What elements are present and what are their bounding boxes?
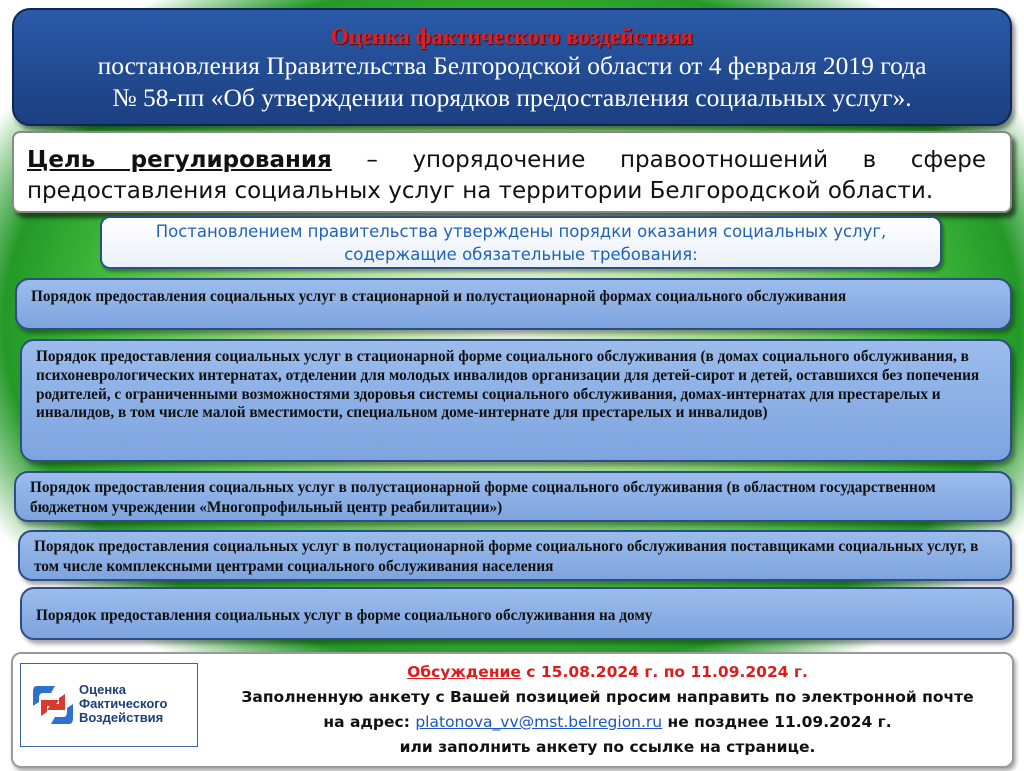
procedure-card-3: Порядок предоставления социальных услуг в полустационарной форме социального обслуживания (в областном государственном бюджетном учреждении «Многопрофильный центр реабилитации») <box>14 471 1012 522</box>
goal-text: – упорядочение правоотношений в сфере предоставления социальных услуг на территории Белгородской области. <box>27 147 987 204</box>
ofv-logo <box>20 663 198 747</box>
discussion-dates: с 15.08.2024 г. по 11.09.2024 г. <box>520 663 808 681</box>
procedure-card-4: Порядок предоставления социальных услуг в полустационарной форме социального обслуживания поставщиками социальных услуг, в том числе комплексными центрами социального обслуживания населения <box>18 530 1012 581</box>
address-prefix: на адрес: <box>323 713 410 731</box>
discussion-label: Обсуждение <box>407 663 521 681</box>
procedure-card-2: Порядок предоставления социальных услуг в стационарной форме социального обслуживания (в домах социального обслуживания, в психоневрологических интернатах, отделении для молодых инвалидов организации для детей-сирот и детей, оставшихся без попечения родителей, с ограниченными возможностями здоровья системы социального обслуживания, домах-интернатах для престарелых и инвалидов, в том числе малой вместимости, специальном доме-интернате для престарелых и инвалидов) <box>20 339 1012 462</box>
subtitle-line-2: содержащие обязательные требования: <box>344 245 698 264</box>
email-link[interactable]: platonova_vv@mst.belregion.ru <box>415 713 663 731</box>
logo-line-3: Воздействия <box>79 710 164 725</box>
discussion-box <box>11 652 1014 768</box>
procedure-card-5: Порядок предоставления социальных услуг в форме социального обслуживания на дому <box>20 587 1014 640</box>
discussion-text <box>205 660 1010 760</box>
procedure-card-1: Порядок предоставления социальных услуг в стационарной и полустационарной формах социального обслуживания <box>15 278 1012 330</box>
deadline-text: не позднее 11.09.2024 г. <box>662 713 892 731</box>
instruction-line: Заполненную анкету с Вашей позицией просим направить по электронной почте <box>241 688 974 706</box>
subtitle-line-1: Постановлением правительства утверждены порядки оказания социальных услуг, <box>155 222 887 241</box>
ofv-logo-text <box>79 683 197 725</box>
header-title: Оценка фактического воздействия <box>330 24 694 49</box>
logo-line-2: Фактического <box>79 696 168 711</box>
subtitle-box <box>100 216 942 269</box>
logo-line-1: Оценка <box>79 682 126 697</box>
goal-box <box>12 131 1012 213</box>
goal-label: Цель регулирования <box>27 147 332 173</box>
header-banner <box>12 8 1012 126</box>
discussion-line <box>205 660 1010 685</box>
header-line-1: постановления Правительства Белгородской области от 4 февраля 2019 года <box>97 51 927 80</box>
address-line <box>205 710 1010 735</box>
ofv-logo-icon <box>29 680 77 730</box>
link-line: или заполнить анкету по ссылке на странице. <box>399 738 816 756</box>
header-line-2: № 58-пп «Об утверждении порядков предоставления социальных услуг». <box>112 83 912 112</box>
